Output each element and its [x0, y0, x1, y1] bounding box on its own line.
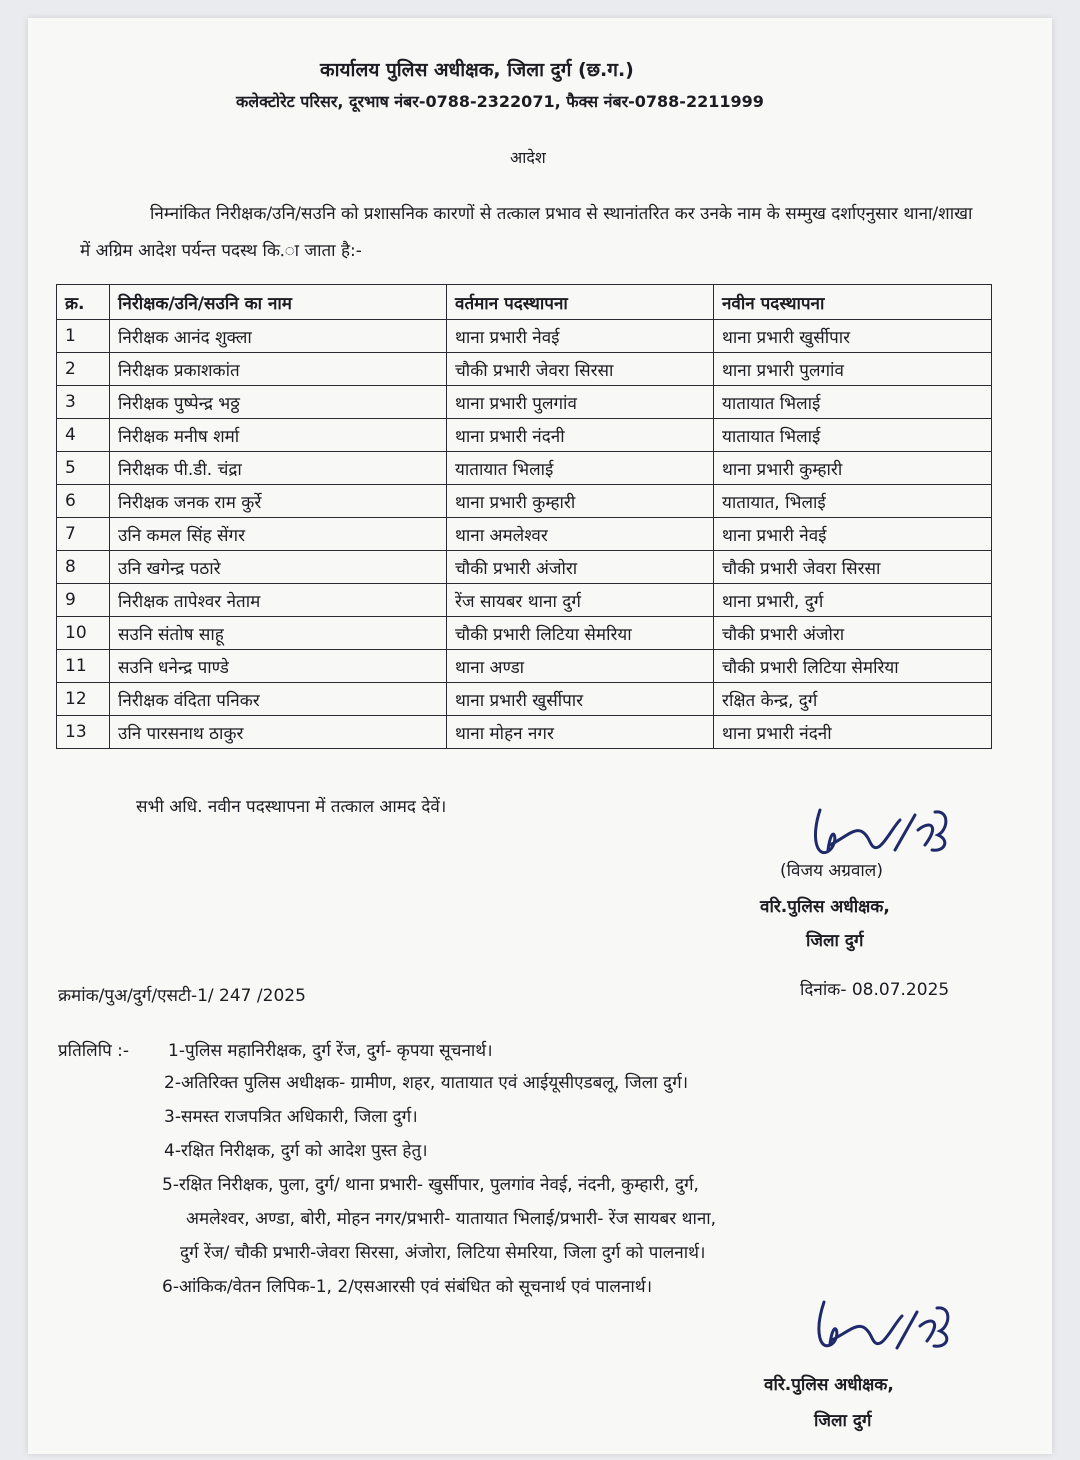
header-new-posting: नवीन पदस्थापना — [714, 285, 992, 320]
table-row — [57, 320, 992, 353]
new-posting-cell: चौकी प्रभारी जेवरा सिरसा — [714, 551, 992, 584]
officer-name-cell: उनि पारसनाथ ठाकुर — [110, 716, 447, 749]
serial-cell: 3 — [57, 386, 110, 419]
officer-name-cell: उनि कमल सिंह सेंगर — [110, 518, 447, 551]
serial-cell: 1 — [57, 320, 110, 353]
new-posting-cell: थाना प्रभारी पुलगांव — [714, 353, 992, 386]
order-date: दिनांक- 08.07.2025 — [800, 980, 950, 1000]
serial-cell: 13 — [57, 716, 110, 749]
serial-cell: 7 — [57, 518, 110, 551]
table-row — [57, 452, 992, 485]
table-row — [57, 485, 992, 518]
serial-cell: 6 — [57, 485, 110, 518]
closing-instruction: सभी अधि. नवीन पदस्थापना में तत्काल आमद देवें। — [136, 797, 447, 817]
header-serial: क्र. — [57, 285, 110, 320]
table-row — [57, 551, 992, 584]
new-posting-cell: चौकी प्रभारी लिटिया सेमरिया — [714, 650, 992, 683]
new-posting-cell: रक्षित केन्द्र, दुर्ग — [714, 683, 992, 716]
officer-name-cell: निरीक्षक तापेश्वर नेताम — [110, 584, 447, 617]
table-row — [57, 584, 992, 617]
table-row — [57, 386, 992, 419]
order-title: आदेश — [510, 148, 546, 167]
current-posting-cell: थाना प्रभारी नंदनी — [447, 419, 714, 452]
serial-cell: 8 — [57, 551, 110, 584]
header-name: निरीक्षक/उनि/सउनि का नाम — [110, 285, 447, 320]
signatory-designation: वरि.पुलिस अधीक्षक, — [760, 897, 890, 917]
new-posting-cell: थाना प्रभारी नंदनी — [714, 716, 992, 749]
new-posting-cell: यातायात भिलाई — [714, 419, 992, 452]
copy-item-5-cont-2: दुर्ग रेंज/ चौकी प्रभारी-जेवरा सिरसा, अंजोरा, लिटिया सेमरिया, जिला दुर्ग को पालनार्थ। — [180, 1243, 706, 1263]
officer-name-cell: निरीक्षक मनीष शर्मा — [110, 419, 447, 452]
serial-cell: 5 — [57, 452, 110, 485]
table-row — [57, 683, 992, 716]
current-posting-cell: चौकी प्रभारी लिटिया सेमरिया — [447, 617, 714, 650]
copy-item-4: 4-रक्षित निरीक्षक, दुर्ग को आदेश पुस्त हेतु। — [164, 1141, 428, 1161]
new-posting-cell: थाना प्रभारी खुर्सीपार — [714, 320, 992, 353]
copy-item-5: 5-रक्षित निरीक्षक, पुला, दुर्ग/ थाना प्रभारी- खुर्सीपार, पुलगांव नेवई, नंदनी, कुम्हारी, दुर्ग, — [162, 1175, 699, 1195]
serial-cell: 11 — [57, 650, 110, 683]
transfer-table — [56, 284, 992, 749]
officer-name-cell: सउनि संतोष साहू — [110, 617, 447, 650]
table-row — [57, 353, 992, 386]
table-body — [57, 320, 992, 749]
new-posting-cell: थाना प्रभारी, दुर्ग — [714, 584, 992, 617]
officer-name-cell: निरीक्षक पुष्पेन्द्र भठ्ठ — [110, 386, 447, 419]
signature-scribble-2 — [800, 1288, 960, 1378]
current-posting-cell: थाना प्रभारी नेवई — [447, 320, 714, 353]
copy-item-2: 2-अतिरिक्त पुलिस अधीक्षक- ग्रामीण, शहर, यातायात एवं आईयूसीएडबलू, जिला दुर्ग। — [164, 1073, 689, 1093]
officer-name-cell: उनि खगेन्द्र पठारे — [110, 551, 447, 584]
table-row — [57, 650, 992, 683]
order-intro: निम्नांकित निरीक्षक/उनि/सउनि को प्रशासनिक कारणों से तत्काल प्रभाव से स्थानांतरित कर उनके नाम के सम्मुख दर्शाएनुसार थाना/शाखा में अग्रिम आदेश पर्यन्त पदस्थ कि.ा जाता है:- — [80, 204, 973, 261]
new-posting-cell: यातायात, भिलाई — [714, 485, 992, 518]
current-posting-cell: यातायात भिलाई — [447, 452, 714, 485]
serial-cell: 12 — [57, 683, 110, 716]
current-posting-cell: थाना मोहन नगर — [447, 716, 714, 749]
officer-name-cell: निरीक्षक प्रकाशकांत — [110, 353, 447, 386]
signatory-designation-2: वरि.पुलिस अधीक्षक, — [764, 1375, 894, 1395]
current-posting-cell: थाना अण्डा — [447, 650, 714, 683]
serial-cell: 10 — [57, 617, 110, 650]
table-row — [57, 716, 992, 749]
copy-item-5-cont-1: अमलेश्वर, अण्डा, बोरी, मोहन नगर/प्रभारी- यातायात भिलाई/प्रभारी- रेंज सायबर थाना, — [186, 1209, 717, 1229]
current-posting-cell: थाना प्रभारी खुर्सीपार — [447, 683, 714, 716]
officer-name-cell: सउनि धनेन्द्र पाण्डे — [110, 650, 447, 683]
current-posting-cell: थाना प्रभारी पुलगांव — [447, 386, 714, 419]
office-address: कलेक्टोरेट परिसर, दूरभाष नंबर-0788-2322071, फैक्स नंबर-0788-2211999 — [236, 92, 764, 111]
table-header-row — [57, 285, 992, 320]
new-posting-cell: थाना प्रभारी कुम्हारी — [714, 452, 992, 485]
new-posting-cell: थाना प्रभारी नेवई — [714, 518, 992, 551]
signatory-name: (विजय अग्रवाल) — [780, 861, 883, 881]
current-posting-cell: चौकी प्रभारी जेवरा सिरसा — [447, 353, 714, 386]
signatory-place: जिला दुर्ग — [806, 931, 864, 951]
officer-name-cell: निरीक्षक जनक राम कुर्रे — [110, 485, 447, 518]
new-posting-cell: यातायात भिलाई — [714, 386, 992, 419]
serial-cell: 4 — [57, 419, 110, 452]
serial-cell: 2 — [57, 353, 110, 386]
current-posting-cell: रेंज सायबर थाना दुर्ग — [447, 584, 714, 617]
table-row — [57, 419, 992, 452]
copy-item-6: 6-आंकिक/वेतन लिपिक-1, 2/एसआरसी एवं संबंधित को सूचनार्थ एवं पालनार्थ। — [162, 1277, 653, 1297]
copy-label: प्रतिलिपि :- — [58, 1041, 130, 1061]
current-posting-cell: थाना अमलेश्वर — [447, 518, 714, 551]
current-posting-cell: चौकी प्रभारी अंजोरा — [447, 551, 714, 584]
table-row — [57, 518, 992, 551]
officer-name-cell: निरीक्षक आनंद शुक्ला — [110, 320, 447, 353]
table-row — [57, 617, 992, 650]
copy-item-3: 3-समस्त राजपत्रित अधिकारी, जिला दुर्ग। — [164, 1107, 418, 1127]
officer-name-cell: निरीक्षक पी.डी. चंद्रा — [110, 452, 447, 485]
new-posting-cell: चौकी प्रभारी अंजोरा — [714, 617, 992, 650]
copy-item-1: 1-पुलिस महानिरीक्षक, दुर्ग रेंज, दुर्ग- कृपया सूचनार्थ। — [168, 1041, 493, 1061]
serial-cell: 9 — [57, 584, 110, 617]
header-current-posting: वर्तमान पदस्थापना — [447, 285, 714, 320]
officer-name-cell: निरीक्षक वंदिता पनिकर — [110, 683, 447, 716]
office-header: कार्यालय पुलिस अधीक्षक, जिला दुर्ग (छ.ग.) — [320, 59, 634, 81]
current-posting-cell: थाना प्रभारी कुम्हारी — [447, 485, 714, 518]
signatory-place-2: जिला दुर्ग — [814, 1411, 872, 1431]
order-reference-number: क्रमांक/पुअ/दुर्ग/एसटी-1/ 247 /2025 — [58, 986, 306, 1006]
